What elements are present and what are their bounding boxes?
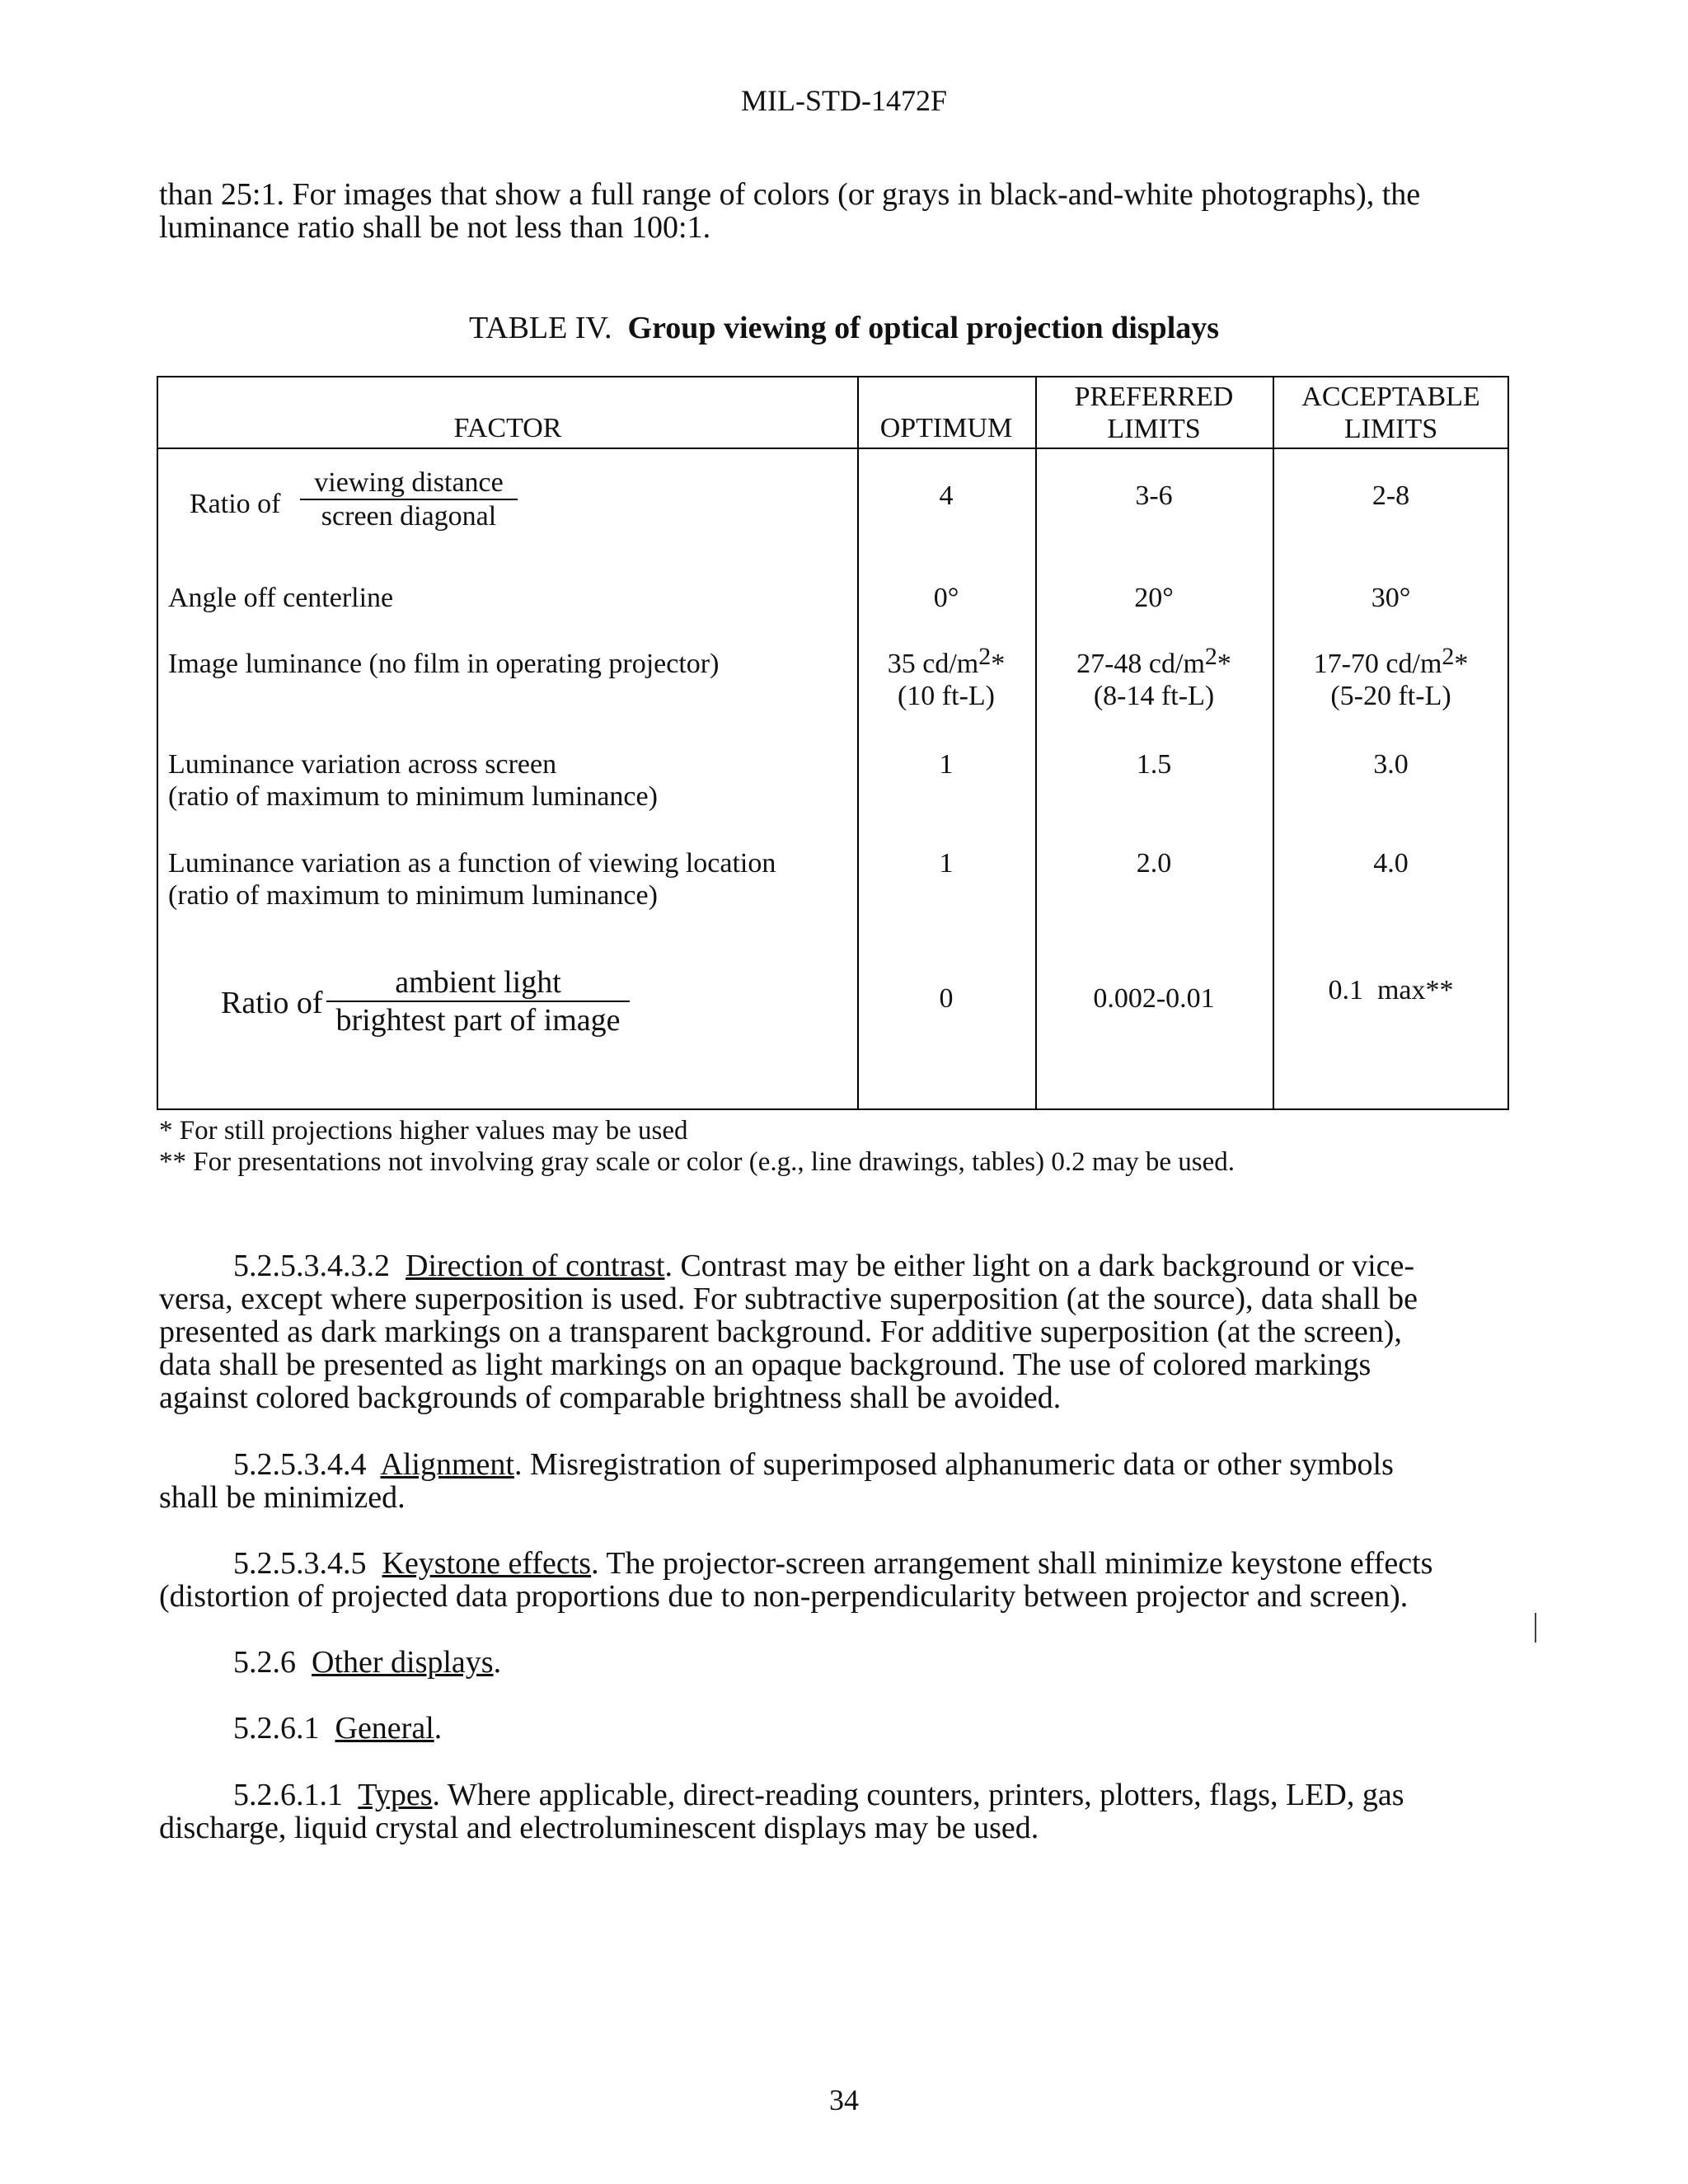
fraction-denominator: screen diagonal	[321, 501, 497, 532]
section-number: 5.2.6	[233, 1645, 296, 1680]
row-3-factor: Image luminance (no film in operating projector)	[168, 649, 720, 679]
table-caption-title: Group viewing of optical projection displays	[627, 311, 1220, 345]
section-number: 5.2.6.1	[233, 1711, 320, 1746]
row-1-optimum: 4	[939, 480, 954, 511]
page-number: 34	[829, 2083, 859, 2116]
row-1-preferred: 3-6	[1135, 480, 1173, 511]
row-6-fraction	[326, 964, 630, 1038]
value-text: (8-14 ft-L)	[1093, 681, 1215, 711]
row-2-acceptable: 30°	[1371, 583, 1411, 613]
value-text: 27-48 cd/m	[1076, 649, 1205, 679]
section-number: 5.2.5.3.4.4	[233, 1447, 367, 1482]
superscript: 2	[1442, 643, 1455, 670]
row-4-preferred: 1.5	[1136, 749, 1172, 780]
header-optimum: OPTIMUM	[879, 413, 1013, 443]
section-text: versa, except where superposition is used. For subtractive superposition (at the source), data shall be	[159, 1282, 1418, 1316]
row-5-acceptable: 4.0	[1373, 848, 1409, 879]
section-number: 5.2.5.3.4.3.2	[233, 1249, 390, 1283]
factor-line: Luminance variation as a function of viewing location	[168, 848, 776, 879]
section-other-displays	[159, 1646, 1527, 1679]
section-text: .	[434, 1711, 443, 1746]
section-number: 5.2.5.3.4.5	[233, 1546, 367, 1581]
row-6-prefix: Ratio of	[221, 986, 323, 1020]
header-preferred-limits	[1035, 381, 1273, 445]
section-text: discharge, liquid crystal and electroluminescent displays may be used.	[159, 1811, 1039, 1845]
header-acceptable-limits	[1273, 381, 1509, 445]
fraction-numerator: viewing distance	[300, 466, 518, 500]
row-5-optimum: 1	[939, 848, 954, 879]
section-types	[159, 1779, 1527, 1844]
header-acceptable-line: LIMITS	[1343, 414, 1438, 444]
row-6-preferred: 0.002-0.01	[1093, 983, 1215, 1014]
footnote-marker: *	[991, 649, 1006, 679]
intro-line: luminance ratio shall be not less than 100:1.	[159, 210, 711, 245]
value-text: (10 ft-L)	[897, 681, 995, 711]
row-6-optimum: 0	[939, 983, 954, 1014]
section-text: against colored backgrounds of comparable brightness shall be avoided.	[159, 1380, 1062, 1415]
factor-line: (ratio of maximum to minimum luminance)	[168, 880, 658, 911]
footnote-marker: *	[1217, 649, 1231, 679]
section-title: Alignment	[380, 1447, 514, 1482]
section-direction-of-contrast	[159, 1249, 1527, 1414]
footnote-marker: *	[1454, 649, 1469, 679]
section-title: Types	[358, 1778, 433, 1812]
value-text: 35 cd/m	[887, 649, 979, 679]
section-text: .	[493, 1645, 502, 1680]
section-text: shall be minimized.	[159, 1480, 406, 1515]
row-3-optimum	[857, 643, 1035, 712]
change-bar	[1535, 1613, 1536, 1643]
superscript: 2	[1204, 643, 1217, 670]
row-2-factor: Angle off centerline	[168, 583, 394, 613]
section-text: . Where applicable, direct-reading counters, printers, plotters, flags, LED, gas	[432, 1778, 1404, 1812]
row-1-fraction	[300, 466, 518, 532]
section-text: . Misregistration of superimposed alphanumeric data or other symbols	[513, 1447, 1394, 1482]
superscript: 2	[978, 643, 992, 670]
header-divider	[158, 448, 1507, 449]
value-text: (5-20 ft-L)	[1330, 681, 1451, 711]
section-alignment	[159, 1448, 1527, 1514]
row-5-preferred: 2.0	[1136, 848, 1172, 879]
section-number: 5.2.6.1.1	[233, 1778, 343, 1812]
section-text: presented as dark markings on a transparent background. For additive superposition (at the screen),	[159, 1315, 1402, 1349]
section-text: (distortion of projected data proportions due to non-perpendicularity between projector and screen).	[159, 1579, 1409, 1614]
header-acceptable-line: ACCEPTABLE	[1301, 382, 1480, 412]
section-general	[159, 1712, 1527, 1745]
row-4-factor	[168, 748, 658, 813]
section-title: Other displays	[312, 1645, 494, 1680]
intro-paragraph	[159, 178, 1527, 244]
row-3-preferred	[1035, 643, 1273, 712]
footnote: * For still projections higher values may be used	[159, 1116, 688, 1146]
header-factor: FACTOR	[453, 413, 562, 443]
row-6-acceptable: 0.1 max**	[1328, 975, 1454, 1005]
document-header: MIL-STD-1472F	[741, 84, 947, 117]
factor-line: Luminance variation across screen	[168, 749, 557, 780]
section-title: Direction of contrast	[406, 1249, 665, 1283]
fraction-numerator: ambient light	[326, 964, 630, 1002]
row-2-optimum: 0°	[933, 583, 959, 613]
row-4-optimum: 1	[939, 749, 954, 780]
row-3-acceptable	[1273, 643, 1509, 712]
row-5-factor	[168, 847, 776, 912]
intro-line: than 25:1. For images that show a full range of colors (or grays in black-and-white photographs), the	[159, 177, 1421, 212]
table-caption	[0, 310, 1688, 346]
section-keystone-effects	[159, 1547, 1527, 1613]
section-title: General	[335, 1711, 434, 1746]
data-table	[157, 376, 1509, 1110]
value-text: 17-70 cd/m	[1313, 649, 1442, 679]
row-4-acceptable: 3.0	[1373, 749, 1409, 780]
row-1-prefix: Ratio of	[190, 489, 281, 519]
section-text: data shall be presented as light markings on an opaque background. The use of colored markings	[159, 1347, 1372, 1382]
fraction-denominator: brightest part of image	[335, 1003, 621, 1038]
table-caption-label: TABLE IV.	[468, 311, 612, 345]
section-text: . Contrast may be either light on a dark background or vice-	[664, 1249, 1415, 1283]
section-text: . The projector-screen arrangement shall minimize keystone effects	[591, 1546, 1433, 1581]
section-title: Keystone effects	[382, 1546, 592, 1581]
footnote: ** For presentations not involving gray scale or color (e.g., line drawings, tables) 0.2 may be used.	[159, 1147, 1236, 1177]
row-2-preferred: 20°	[1134, 583, 1174, 613]
factor-line: (ratio of maximum to minimum luminance)	[168, 781, 658, 812]
header-preferred-line: LIMITS	[1107, 414, 1201, 444]
header-preferred-line: PREFERRED	[1074, 382, 1234, 412]
row-1-acceptable: 2-8	[1372, 480, 1410, 511]
